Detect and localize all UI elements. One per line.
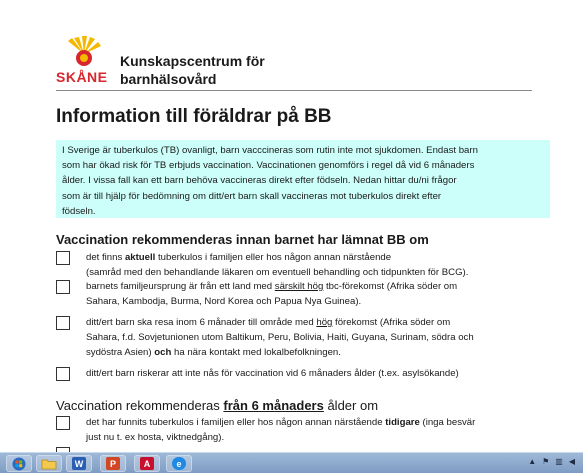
text-span: Vaccination rekommenderas: [56, 398, 224, 413]
browser-icon: e: [172, 457, 186, 470]
powerpoint-icon: P: [106, 457, 120, 470]
item-text: [86, 250, 550, 280]
organization-name: [120, 52, 265, 88]
checklist-item: [56, 315, 550, 361]
text-span: ha nära kontakt med lokalbefolkningen.: [171, 347, 341, 358]
system-tray: [528, 457, 575, 466]
org-name-line1: Kunskapscentrum för: [120, 53, 265, 69]
text-underlined: hög: [316, 317, 333, 328]
intro-line: I Sverige är tuberkulos (TB) ovanligt, barn vacccineras som rutin inte mot sjukdomen. Endast barn: [62, 145, 478, 156]
word-icon: W: [72, 457, 86, 470]
text-span: det har funnits tuberkulos i familjen eller hos någon annan närstående: [86, 417, 386, 428]
logo-wordmark: SKÅNE: [56, 69, 108, 85]
checklist-item: [56, 415, 550, 447]
intro-box: [56, 140, 550, 218]
text-bold: tidigare: [385, 417, 420, 428]
checkbox[interactable]: [56, 316, 70, 330]
text-line: ditt/ert barn riskerar att inte nås för vaccination vid 6 månaders ålder (t.ex. asylsökande): [86, 368, 459, 379]
checkbox[interactable]: [56, 251, 70, 265]
checkbox[interactable]: [56, 367, 70, 381]
start-button[interactable]: [6, 455, 32, 472]
checkbox[interactable]: [56, 416, 70, 430]
taskbar: [0, 452, 583, 473]
item-text: [86, 366, 550, 381]
intro-line: som har ökad risk för TB erbjuds vaccination. Vaccinationen genomförs i regel då vid 6 månaders: [62, 160, 475, 172]
page-title: Information till föräldrar på BB: [56, 106, 332, 127]
tray-volume-icon[interactable]: ◀: [568, 457, 575, 466]
checklist-item: [56, 250, 550, 282]
item-text: [86, 415, 550, 445]
pdf-icon: A: [140, 457, 154, 470]
header-divider: [56, 90, 532, 91]
text-line: Sahara, f.d. Sovjetunionen utom Baltikum, Peru, Bolivia, Haiti, Guyana, Surinam, södra och: [86, 332, 474, 343]
tray-arrow-icon[interactable]: ▲: [528, 457, 537, 466]
section1-heading: Vaccination rekommenderas innan barnet har lämnat BB om: [56, 232, 429, 247]
text-emphasis: från 6 månaders: [223, 398, 324, 413]
taskbar-browser[interactable]: [166, 455, 192, 472]
item-text: [86, 315, 550, 360]
taskbar-powerpoint[interactable]: [100, 455, 126, 472]
org-name-line2: barnhälsovård: [120, 71, 217, 87]
text-span: tuberkulos i familjen eller hos någon annan närstående: [155, 252, 392, 263]
intro-line: födseln.: [62, 205, 96, 217]
text-underlined: särskilt hög: [274, 281, 324, 292]
checklist-item: [56, 279, 550, 311]
windows-logo-icon: [12, 457, 26, 471]
taskbar-word[interactable]: [66, 455, 92, 472]
text-span: tbc-förekomst (Afrika söder om: [323, 281, 458, 292]
text-span: sydöstra Asien): [86, 347, 155, 358]
section2-heading: [56, 398, 378, 413]
text-span: förekomst (Afrika söder om: [332, 317, 451, 328]
text-line: Sahara, Kambodja, Burma, Nord Korea och Papua Nya Guinea).: [86, 296, 362, 307]
text-span: ditt/ert barn ska resa inom 6 månader till område med: [86, 317, 317, 328]
tray-flag-icon[interactable]: ⚑: [542, 457, 550, 466]
intro-line: som är till hjälp för bedömning om ditt/ert barn skall vaccineras mot tuberkulos direkt efter: [62, 190, 442, 202]
taskbar-pdf-reader[interactable]: [134, 455, 160, 472]
text-span: barnets familjeursprung är från ett land med: [86, 281, 275, 292]
item-text: [86, 279, 550, 309]
text-line: just nu t. ex hosta, viktnedgång).: [86, 432, 225, 443]
text-span: ålder om: [323, 398, 379, 413]
text-line: (samråd med den behandlande läkaren om eventuell behandling och tidpunkten för BCG).: [86, 267, 469, 278]
checklist-item: [56, 366, 550, 384]
text-span: det finns: [86, 252, 125, 263]
taskbar-explorer[interactable]: [36, 455, 62, 472]
tray-network-icon[interactable]: ▥: [555, 457, 563, 466]
text-bold: aktuell: [124, 252, 156, 263]
text-bold: och: [154, 347, 172, 358]
folder-icon: [41, 458, 57, 470]
document-header: [56, 36, 532, 92]
checkbox[interactable]: [56, 280, 70, 294]
intro-line: ålder. I vissa fall kan ett barn behöva vaccineras direkt efter födseln. Nedan hittar du/ni frågor: [62, 175, 457, 187]
text-span: (inga besvär: [419, 417, 476, 428]
